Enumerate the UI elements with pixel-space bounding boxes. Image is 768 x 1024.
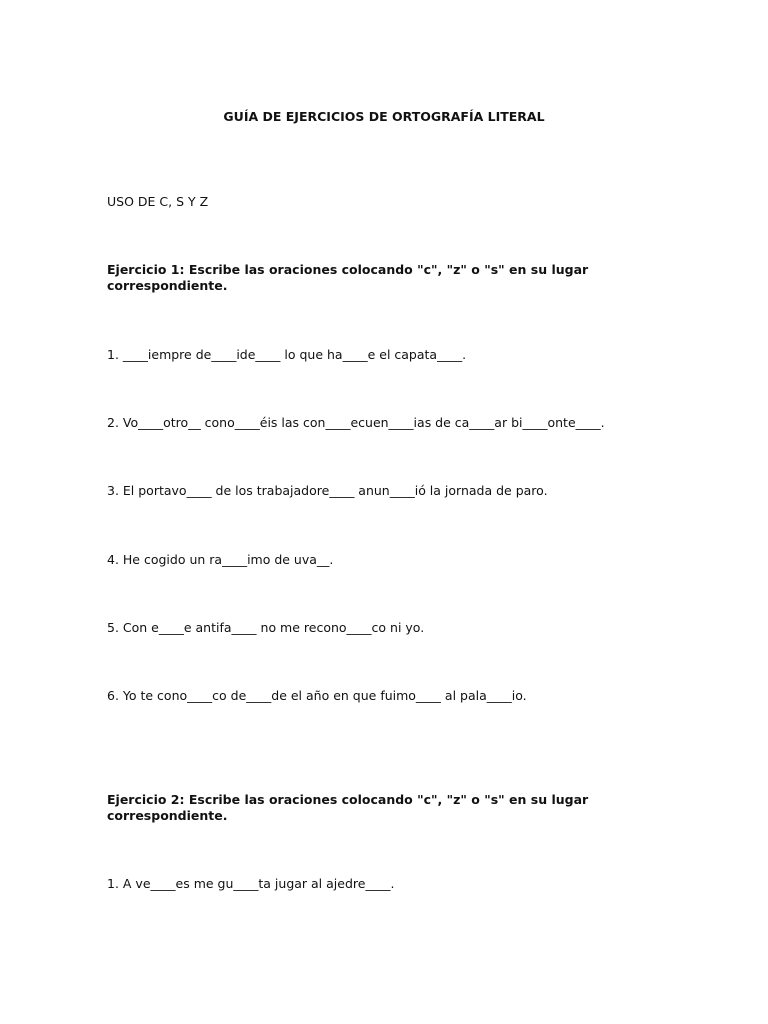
document-title: GUÍA DE EJERCICIOS DE ORTOGRAFÍA LITERAL — [223, 109, 545, 124]
exercise-2-instruction: Ejercicio 2: Escribe las oraciones colocando "c", "z" o "s" en su lugar correspondiente. — [107, 792, 589, 823]
exercise-1-item-4: 4. He cogido un ra____imo de uva__. — [107, 552, 334, 567]
exercise-1-item-5: 5. Con e____e antifa____ no me recono____co ni yo. — [107, 620, 425, 635]
exercise-2-item-1: 1. A ve____es me gu____ta jugar al ajedre____. — [107, 876, 395, 891]
exercise-1-item-2: 2. Vo____otro__ cono____éis las con____ecuen____ias de ca____ar bi____onte____. — [107, 415, 605, 430]
exercise-1-item-1: 1. ____iempre de____ide____ lo que ha____e el capata____. — [107, 347, 467, 362]
exercise-1-item-3: 3. El portavo____ de los trabajadore____ anun____ió la jornada de paro. — [107, 483, 548, 498]
section-heading: USO DE C, S Y Z — [107, 194, 209, 209]
exercise-1-item-6: 6. Yo te cono____co de____de el año en que fuimo____ al pala____io. — [107, 688, 527, 703]
exercise-1-instruction: Ejercicio 1: Escribe las oraciones colocando "c", "z" o "s" en su lugar correspondiente. — [107, 262, 589, 293]
